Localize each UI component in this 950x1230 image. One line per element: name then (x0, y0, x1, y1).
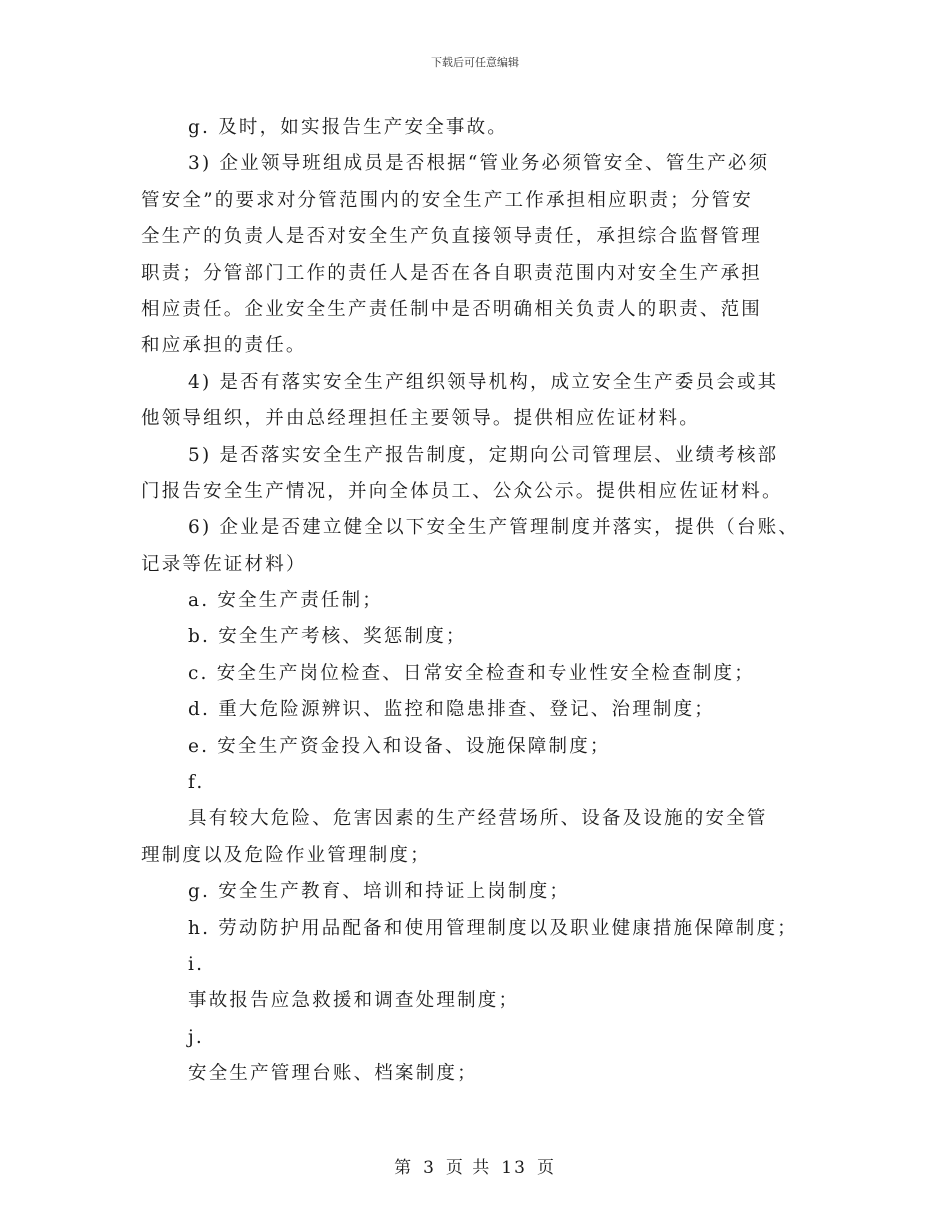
paragraph-line: 相应责任。企业安全生产责任制中是否明确相关负责人的职责、范围 (141, 298, 763, 320)
list-item: c. 安全生产岗位检查、日常安全检查和专业性安全检查制度； (188, 662, 755, 684)
paragraph-line: 职责；分管部门工作的责任人是否在各自职责范围内对安全生产承担 (141, 262, 763, 284)
paragraph-line: 6) 企业是否建立健全以下安全生产管理制度并落实，提供（台账、 (188, 517, 800, 539)
paragraph-line: 管安全”的要求对分管范围内的安全生产工作承担相应职责；分管安 (141, 189, 753, 211)
footer-mid: 页 共 (445, 1158, 492, 1178)
paragraph-line: 安全生产管理台账、档案制度； (188, 1063, 478, 1085)
paragraph-line: 全生产的负责人是否对安全生产负直接领导责任，承担综合监督管理 (141, 226, 763, 248)
list-item: e. 安全生产资金投入和设备、设施保障制度； (188, 735, 611, 757)
list-item: d. 重大危险源辨识、监控和隐患排查、登记、治理制度； (188, 699, 716, 721)
list-item: j. (188, 1026, 205, 1048)
list-item: a. 安全生产责任制； (188, 590, 383, 612)
list-item: i. (188, 953, 205, 975)
footer-page-number: 3 (423, 1158, 436, 1178)
paragraph-line: 和应承担的责任。 (141, 335, 307, 357)
list-item: g. 安全生产教育、培训和持证上岗制度； (188, 881, 571, 903)
footer-total-pages: 13 (501, 1158, 527, 1178)
page-footer (0, 1153, 950, 1178)
list-item: f. (188, 772, 205, 794)
footer-prefix: 第 (394, 1158, 414, 1178)
paragraph-line: 门报告安全生产情况，并向全体员工、公众公示。提供相应佐证材料。 (141, 480, 783, 502)
paragraph-line: 3) 企业领导班组成员是否根据“管业务必须管安全、管生产必须 (188, 153, 770, 175)
paragraph-line: g. 及时，如实报告生产安全事故。 (188, 117, 509, 138)
paragraph-line: 事故报告应急救援和调查处理制度； (188, 990, 520, 1012)
paragraph-line: 4) 是否有落实安全生产组织领导机构，成立安全生产委员会或其 (188, 371, 779, 393)
paragraph-line: 记录等佐证材料） (141, 553, 307, 575)
list-item: h. 劳动防护用品配备和使用管理制度以及职业健康措施保障制度； (188, 917, 798, 939)
paragraph-line: 理制度以及危险作业管理制度； (141, 844, 431, 866)
paragraph-line: 具有较大危险、危害因素的生产经营场所、设备及设施的安全管 (188, 808, 768, 830)
document-body (141, 110, 821, 1093)
page-header-note: 下载后可任意编辑 (431, 56, 519, 69)
list-item: b. 安全生产考核、奖惩制度； (188, 626, 467, 648)
paragraph-line: 他领导组织，并由总经理担任主要领导。提供相应佐证材料。 (141, 408, 700, 430)
footer-suffix: 页 (536, 1158, 556, 1178)
paragraph-line: 5) 是否落实安全生产报告制度，定期向公司管理层、业绩考核部 (188, 444, 779, 466)
